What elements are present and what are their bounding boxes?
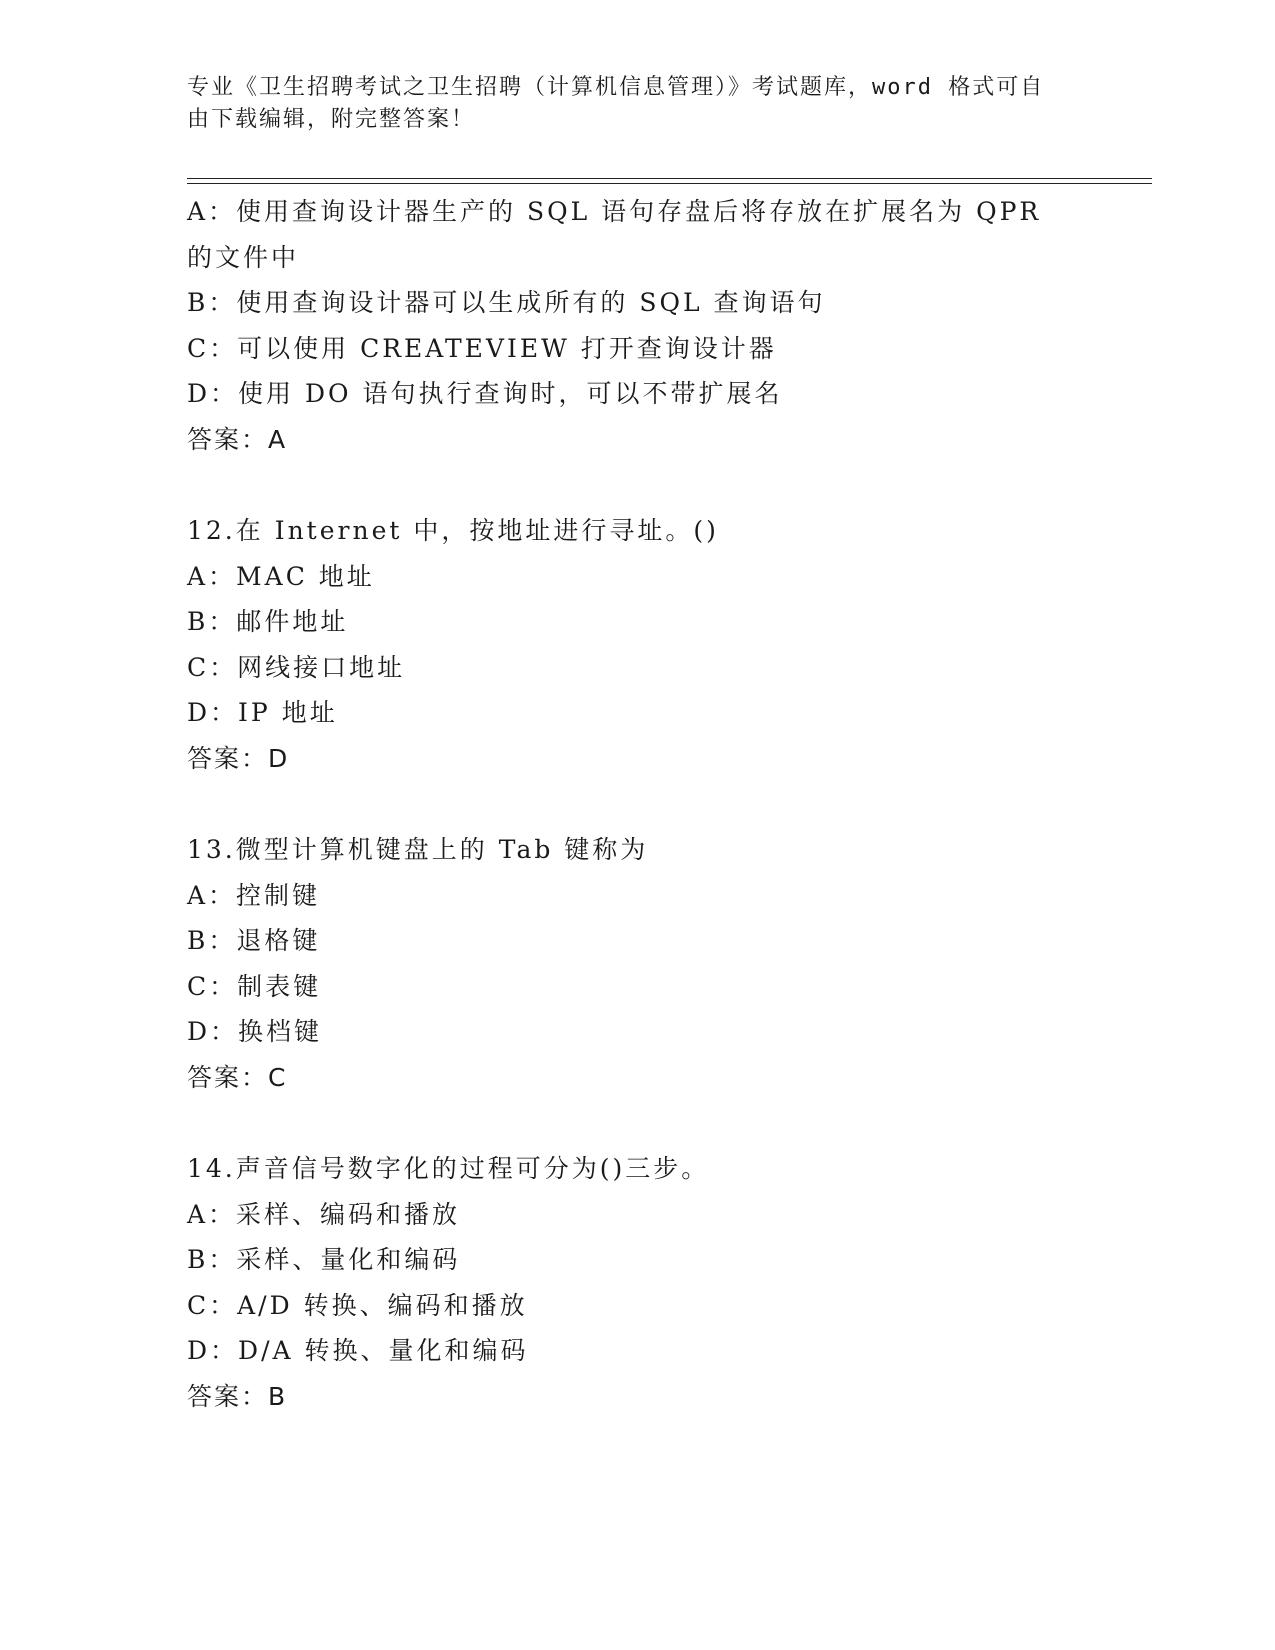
option-b: B：使用查询设计器可以生成所有的 SQL 查询语句: [187, 288, 826, 317]
option-d: D：使用 DO 语句执行查询时，可以不带扩展名: [187, 379, 783, 408]
question-list: [187, 189, 1087, 1419]
option-c: C：A/D 转换、编码和播放: [187, 1290, 528, 1320]
question-text: 12.在 Internet 中，按地址进行寻址。(): [187, 516, 719, 545]
question-block-14: [187, 1146, 1087, 1419]
option-a: A：采样、编码和播放: [187, 1199, 461, 1229]
option-a: A：使用查询设计器生产的 SQL 语句存盘后将存放在扩展名为 QPR 的文件中: [187, 197, 1042, 272]
spacer: [187, 781, 1087, 827]
question-block-11: [187, 189, 1087, 462]
header-divider-bottom: [187, 183, 1152, 184]
spacer: [187, 1100, 1087, 1146]
question-block-12: [187, 508, 1087, 781]
option-d: D：D/A 转换、量化和编码: [187, 1336, 529, 1365]
option-c: C：制表键: [187, 971, 322, 1001]
answer-label: 答案：C: [187, 1062, 288, 1092]
header-line-2: 由下载编辑，附完整答案！: [187, 107, 476, 132]
question-text: 13.微型计算机键盘上的 Tab 键称为: [187, 835, 649, 864]
option-a: A：MAC 地址: [187, 561, 375, 591]
question-text: 14.声音信号数字化的过程可分为()三步。: [187, 1154, 710, 1183]
answer-label: 答案：A: [187, 424, 288, 454]
option-a: A：控制键: [187, 880, 321, 910]
option-c: C：可以使用 CREATEVIEW 打开查询设计器: [187, 333, 777, 363]
answer-label: 答案：B: [187, 1381, 288, 1411]
spacer: [187, 462, 1087, 508]
option-b: B：采样、量化和编码: [187, 1245, 461, 1274]
header-line-1: 专业《卫生招聘考试之卫生招聘（计算机信息管理）》考试题库，word 格式可自: [187, 75, 1045, 100]
header-divider-top: [187, 178, 1152, 179]
option-b: B：邮件地址: [187, 607, 349, 636]
option-d: D：换档键: [187, 1017, 323, 1046]
option-d: D：IP 地址: [187, 698, 338, 727]
document-header: [187, 72, 1067, 136]
option-b: B：退格键: [187, 926, 321, 955]
option-c: C：网线接口地址: [187, 652, 406, 682]
question-block-13: [187, 827, 1087, 1100]
answer-label: 答案：D: [187, 743, 290, 773]
